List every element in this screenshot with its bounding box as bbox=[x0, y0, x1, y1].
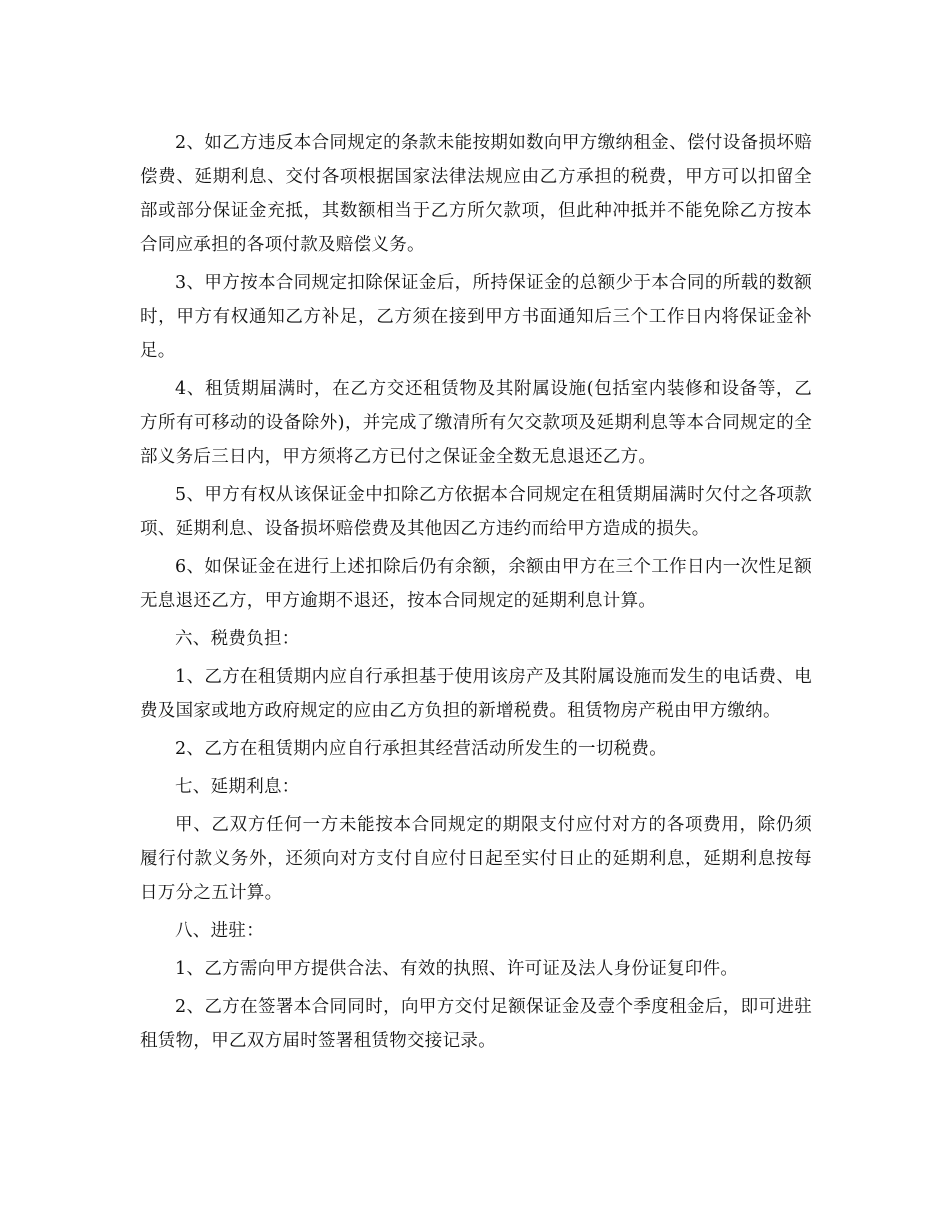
clause-late-interest: 甲、乙双方任何一方未能按本合同规定的期限支付应付对方的各项费用，除仍须履行付款义务外，还须向对方支付自应付日起至实付日止的延期利息，延期利息按每日万分之五计算。 bbox=[140, 815, 812, 903]
clause-deposit-balance: 6、如保证金在进行上述扣除后仍有余额，余额由甲方在三个工作日内一次性足额无息退还乙方，甲方逾期不退还，按本合同规定的延期利息计算。 bbox=[140, 557, 812, 611]
clause-deposit-refund: 4、租赁期届满时，在乙方交还租赁物及其附属设施(包括室内装修和设备等，乙方所有可移动的设备除外)，并完成了缴清所有欠交款项及延期利息等本合同规定的全部义务后三日内，甲方须将乙方已付之保证金全数无息退还乙方。 bbox=[140, 379, 812, 467]
document-body bbox=[140, 126, 812, 1062]
clause-deposit-replenish: 3、甲方按本合同规定扣除保证金后，所持保证金的总额少于本合同的所载的数额时，甲方有权通知乙方补足，乙方须在接到甲方书面通知后三个工作日内将保证金补足。 bbox=[140, 273, 812, 361]
section-heading-move-in: 八、进驻： bbox=[175, 921, 264, 941]
clause-move-in-handover: 2、乙方在签署本合同同时，向甲方交付足额保证金及壹个季度租金后，即可进驻租赁物，甲乙双方届时签署租赁物交接记录。 bbox=[140, 997, 812, 1051]
clause-tax-utilities: 1、乙方在租赁期内应自行承担基于使用该房产及其附属设施而发生的电话费、电费及国家或地方政府规定的应由乙方负担的新增税费。租赁物房产税由甲方缴纳。 bbox=[140, 667, 812, 721]
clause-deposit-offset: 2、如乙方违反本合同规定的条款未能按期如数向甲方缴纳租金、偿付设备损坏赔偿费、延期利息、交付各项根据国家法律法规应由乙方承担的税费，甲方可以扣留全部或部分保证金充抵，其数额相当于乙方所欠款项，但此种冲抵并不能免除乙方按本合同应承担的各项付款及赔偿义务。 bbox=[140, 133, 812, 255]
section-heading-taxes: 六、税费负担： bbox=[175, 629, 300, 649]
section-heading-late-interest: 七、延期利息： bbox=[175, 777, 300, 797]
clause-move-in-documents: 1、乙方需向甲方提供合法、有效的执照、许可证及法人身份证复印件。 bbox=[175, 959, 739, 979]
clause-deposit-deduction: 5、甲方有权从该保证金中扣除乙方依据本合同规定在租赁期届满时欠付之各项款项、延期利息、设备损坏赔偿费及其他因乙方违约而给甲方造成的损失。 bbox=[140, 485, 812, 539]
clause-tax-operations: 2、乙方在租赁期内应自行承担其经营活动所发生的一切税费。 bbox=[175, 739, 668, 759]
